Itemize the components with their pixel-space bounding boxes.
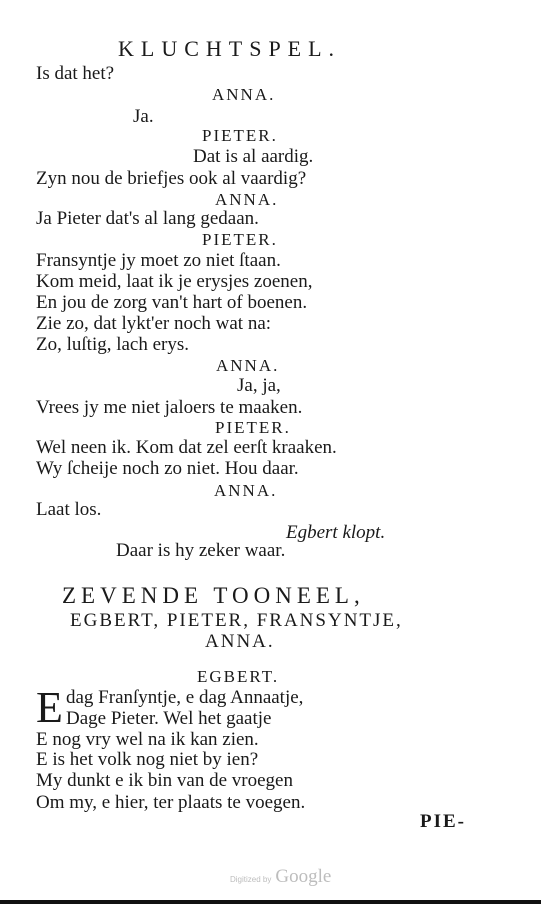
verse-line: dag Franſyntje, e dag Annaatje,	[66, 687, 304, 708]
watermark-small-text: Digitized by	[230, 875, 272, 884]
verse-line: Ja, ja,	[237, 375, 281, 396]
verse-line: Zo, luſtig, lach erys.	[36, 334, 190, 355]
speaker-name: ANNA.	[215, 190, 279, 209]
verse-line: Om my, e hier, ter plaats te voegen.	[36, 792, 306, 813]
verse-line: E nog vry wel na ik kan zien.	[36, 729, 259, 750]
verse-line: Kom meid, laat ik je erysjes zoenen,	[36, 271, 313, 292]
verse-line: Wel neen ik. Kom dat zel eerſt kraaken.	[36, 437, 337, 458]
google-watermark	[230, 866, 331, 888]
verse-line: Laat los.	[36, 499, 102, 520]
verse-line: Vrees jy me niet jaloers te maaken.	[36, 397, 303, 418]
verse-line: Fransyntje jy moet zo niet ſtaan.	[36, 250, 281, 271]
speaker-name: EGBERT.	[197, 667, 280, 686]
verse-line: Dage Pieter. Wel het gaatje	[66, 708, 272, 729]
verse-line: E is het volk nog niet by ien?	[36, 749, 259, 770]
running-header: KLUCHTSPEL.	[118, 36, 342, 61]
verse-line: Ja Pieter dat's al lang gedaan.	[36, 208, 259, 229]
verse-line: Wy ſcheije noch zo niet. Hou daar.	[36, 458, 299, 479]
verse-line: Zie zo, dat lykt'er noch wat na:	[36, 313, 272, 334]
drop-cap: E	[36, 683, 63, 732]
verse-line: Daar is hy zeker waar.	[116, 540, 286, 561]
catchword: PIE-	[420, 811, 466, 832]
speaker-name: PIETER.	[202, 230, 278, 249]
page-bottom-border	[0, 900, 541, 904]
watermark-logo-text: Google	[275, 866, 332, 887]
speaker-name: ANNA.	[216, 356, 280, 375]
verse-line: Ja.	[133, 106, 154, 127]
verse-line: Zyn nou de briefjes ook al vaardig?	[36, 168, 307, 189]
speaker-name: PIETER.	[215, 418, 291, 437]
verse-line: Dat is al aardig.	[193, 146, 314, 167]
stage-direction: Egbert klopt.	[286, 522, 386, 543]
verse-line: My dunkt e ik bin van de vroegen	[36, 770, 293, 791]
speaker-name: ANNA.	[214, 481, 278, 500]
speaker-name: PIETER.	[202, 126, 278, 145]
scene-cast: ANNA.	[205, 631, 275, 652]
speaker-name: ANNA.	[212, 85, 276, 104]
verse-line: Is dat het?	[36, 63, 115, 84]
scene-title: ZEVENDE TOONEEL,	[62, 583, 365, 608]
scene-cast: EGBERT, PIETER, FRANSYNTJE,	[70, 610, 403, 631]
verse-line: En jou de zorg van't hart of boenen.	[36, 292, 308, 313]
